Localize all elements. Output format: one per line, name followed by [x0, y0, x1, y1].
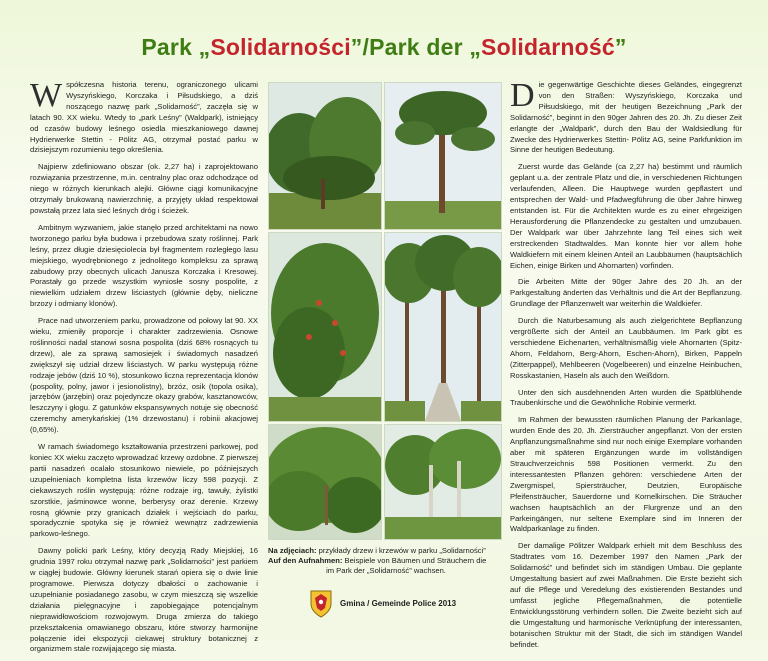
page-title	[0, 34, 768, 61]
paragraph: Die Arbeiten Mitte der 90ger Jahre des 20 Jh. an der Parkgestaltung änderten das Verhältnis und die Art der Bepflanzung. Grundlage der Pflanzenwelt war weiterhin die Waldkiefer.	[510, 277, 742, 309]
photo-shrubs	[268, 424, 382, 540]
photo-tall-pine	[384, 82, 502, 230]
german-text-column	[510, 77, 742, 656]
caption-german	[268, 556, 504, 566]
caption-polish-text: przykłady drzew i krzewów w parku „Solidarności”	[316, 546, 486, 555]
paragraph: Durch die Naturbesamung als auch zielgerichtete Bepflanzung vergrößerte sich der Anteil an Laubbäumen. Im Park gibt es verschiedene Eichenarten, verhältnismäßig viele Ahornarten (Spitz-Ahorn, Feldahorn, Berg-Ahorn, Eschen-Ahorn), Birken, Pappeln (Zitterpappel), Mehlbeeren (Vogelbeeren) und einzelne Heinbuchen, Rosskastanien, Haseln als auch den Weißdorn.	[510, 316, 742, 380]
polish-text-column	[30, 77, 258, 661]
paragraph	[510, 77, 742, 156]
title-text-red-1: Solidarności	[210, 34, 351, 60]
paragraph: Im Rahmen der bewussten räumlichen Planung der Parkanlage, wurden Ende des 20. Jh. Ziersträucher angepflanzt. Von der ersten Anpflanzungsmaßnahme sind nur noch einige Exemplare vorhanden aber mit späteren Ergänzungen wurde im vollständigen Strauchverzeichnis 598 Positionen vermerkt. Zu den interessantesten Pflanzen gehören: verschiedene Arten der Zwergmispel, Spiersträucher, Deutzien, Europäische Pfeifensträucher, Sauerdorne und Kornelkirschen. Die Sträucher wachsen hauptsächlich an der Flurgrenze und an den Parkeingängen, nur seltene Exemplare sind im Inneren der Waldparkanlage zu finden.	[510, 415, 742, 534]
caption-polish	[268, 546, 504, 556]
caption-german-text: Beispiele von Bäumen und Sträuchern die	[342, 556, 487, 565]
photo-pine-trees	[268, 82, 382, 230]
dropcap-letter: W	[30, 77, 63, 114]
photo-caption	[268, 546, 504, 576]
title-text-3: ”	[614, 34, 627, 60]
caption-german-line2: im Park der „Solidarność” wachsen.	[326, 566, 446, 575]
title-text-1: Park „	[141, 34, 211, 60]
paragraph: W ramach świadomego kształtowania przestrzeni parkowej, pod koniec XX wieku zaczęto wprowadzać krzewy ozdobne. Z pierwszej partii nasadzeń ocalało stosunkowo niewiele, po późniejszych uzupełnieniach kompletna lista krzewów liczy 598 pozycji. Z ciekawszych roślin występują: różne rodzaje irg, tawuły, żylistki szorstkie, jaśminowce wonne, berberysy oraz derenie. Krzewy rosną głównie przy granicach działek i wejściach do parku, sporadycznie spotyka się je również wewnątrz zadrzewienia parkowo-leśnego.	[30, 442, 258, 539]
dropcap-letter: D	[510, 77, 535, 114]
caption-german-label: Auf den Aufnahmen:	[268, 556, 343, 565]
caption-polish-label: Na zdjęciach:	[268, 546, 317, 555]
paragraph: Zuerst wurde das Gelände (ca 2,27 ha) bestimmt und räumlich geplant u.a. der zentrale Platz und die, in verschiedenen Richtungen verlaufenden, Alleen. Die Hauptwege wurden gepflastert und entsprechen der Wald- und Pfadwegführung die über Jahre hinweg entstanden ist. Für die Architekten wurde es zu einer ehrgeizigen Herausforderung die Pflanzendecke zu gestalten und umzubauen. Der Waldpark war über Jahrzehnte lang Teil eines sich weit erstreckenden Stadtwaldes. Man konnte hier vor allem hohe Waldkiefern mit einem kleinen Anteil an Laubbäumen (hauptsächlich Eichen, einige Birken und Ahornarten) vorfinden.	[510, 162, 742, 270]
footer-credit: Gmina / Gemeinde Police 2013	[340, 599, 457, 608]
paragraph: Der damalige Pölitzer Waldpark erhielt mit dem Beschluss des Stadtrates vom 16. Dezember 1997 den Namen „Park der Solidarność” und befindet sich im ständigen Umbau. Die geplante Umgestaltung basiert auf zwei Maßnahmen. Die Erste bezieht sich auf die Pflege und Veredelung des existierenden Bestandes und umfasst jegliche Pflegemaßnahmen, die potentielle Entwicklungsstörung verhindern sollen. Die Zweite bezieht sich auf die Umgestaltung und harmonische Verknüpfung der interessanten, botanischen Struktur mit der Stadt, die sich im ständigen Wandel befindet.	[510, 541, 742, 649]
paragraph: Unter den sich ausdehnenden Arten wurden die Spätblühende Traubenkirsche und die Gewöhnliche Robinie vermerkt.	[510, 387, 742, 408]
paragraph: Najpierw zdefiniowano obszar (ok. 2,27 ha) i zaprojektowano rozwiązania przestrzenne, m.in. centralny plac oraz odchodzące od niego w różnych kierunkach alejki. Główne ciągi komunikacyjne otrzymały brukowaną nawierzchnię, a przyjęty układ respektował powstałą przez lata sieć leśnych dróg i ścieżek.	[30, 162, 258, 215]
title-text-2: ”/Park der „	[350, 34, 482, 60]
photo-birch-grove	[384, 424, 502, 540]
photo-park-alley	[384, 232, 502, 422]
paragraph: Prace nad utworzeniem parku, prowadzone od połowy lat 90. XX wieku, zmieniły proporcje i charakter zadrzewienia. Osnowe roślinności nadal stanowi sosna pospolita (dziś 68% rosnących tu drzew), ale za sprawą samosiejek i świadomych nasadzeń zwiększył się udział drzew liściastych. W parku występują różne rodzaje jebów (dziś 10 %), stosunkowo liczna reprezentacja klonów (pospolity, polny, jawor i jesionolistny), brzóz, osik (topola osika), jarzębów (jarzębin) oraz pojedyncze okazy grabów, kasztanowców, leszczyny i głogu. Z gatunków ekspansywnych notuje się obecność czeremchy amerykańskiej (1% drzewostanu) i robinii akacjowej (0,65%).	[30, 316, 258, 435]
paragraph-text: spółczesna historia terenu, ograniczonego ulicami Wyszyńskiego, Korczaka i Piłsudskiego, a dziś noszącego nazwę park „Solidarność”, zaczęła się w latach 90. XX wieku. Wtedy to „park Leśny” (Waldpark), istniejący od czasów budowy leśnego osiedla mieszkaniowego dawnej Hydrierwerke Stettin - Pölitz AG, otrzymał postać parku w dzisiejszym rozumieniu tego określenia.	[30, 80, 258, 155]
footer	[300, 590, 500, 618]
photo-rowan-tree	[268, 232, 382, 422]
title-text-red-2: Solidarność	[481, 34, 615, 60]
paragraph: Dawny policki park Leśny, który decyzją Rady Miejskiej, 16 grudnia 1997 roku otrzymał nazwę park „Solidarności” jest parkiem w ciągłej budowie. Główny kierunek starań opiera się o dwie linie programowe. Pierwsza dotyczy dbałości o zachowanie i uzupełnianie posiadanego zasobu, w czym mieszczą się wszelkie działania pielęgnacyjne i zapobiegające potencjalnym nieprawidłowościom rozwojowym. Druga zmierza do takiego przekształcenia omawianego obszaru, które stworzy harmonijne połączenie idei ekspozycji ciekawej struktury botanicznej z organizmem stale rozwijającego się miasta.	[30, 546, 258, 654]
paragraph	[30, 77, 258, 156]
paragraph-text: ie gegenwärtige Geschichte dieses Geländes, eingegrenzt von den Straßen: Wyszyńskiego, Korczaka und Piłsudskiego, mit der heutigen Bezeichnung „Park der Solidarność”, beginnt in den 90ger Jahren des 20. Jh. Zu dieser Zeit erlangte der „Waldpark”, durch den Bau der Waldsiedlung für Zwecke des Hydrierwerkes Stettin- Pölitz AG, seine Parkfunktion im Sinne der heutigen Bedeutung.	[510, 80, 742, 155]
paragraph: Ambitnym wyzwaniem, jakie stanęło przed architektami na nowo tworzonego parku była budowa i przebudowa szaty roślinnej. Park leśny, przez długie dziesięciolecia był fragmentem rozległego lasu miejskiego, wyodrębnionego z jednolitego kompleksu za sprawą zabudowy przy obecnych ulicach Janusza Korczaka i Kresowej. Porastały go przede wszystkim wyniosłe sosny pospolite, z niewielkim udziałem drzew liściastych (głównie dęby, nieliczne brzozy i odmiany klonów).	[30, 222, 258, 309]
coat-of-arms-icon	[310, 590, 332, 618]
